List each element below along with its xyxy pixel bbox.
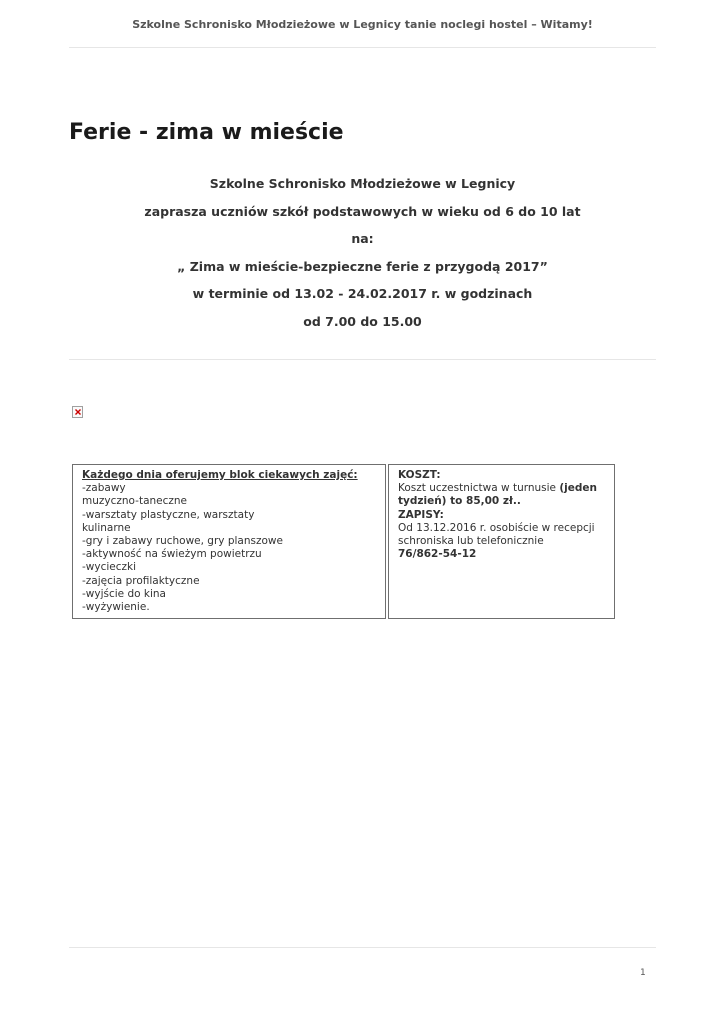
header-divider xyxy=(69,47,656,48)
cost-line xyxy=(398,482,605,495)
intro-line: w terminie od 13.02 - 24.02.2017 r. w godzinach xyxy=(192,286,533,301)
intro-line: zaprasza uczniów szkół podstawowych w wieku od 6 do 10 lat xyxy=(144,203,581,219)
cost-signup-cell xyxy=(388,464,615,619)
intro-line: Szkolne Schronisko Młodzieżowe w Legnicy xyxy=(209,176,516,191)
activity-item: muzyczno-taneczne xyxy=(82,495,188,508)
close-x-glyph xyxy=(75,409,81,415)
activity-item: -aktywność na świeżym powietrzu xyxy=(82,548,262,561)
intro-line: od 7.00 do 15.00 xyxy=(303,313,422,329)
activity-item: -wyżywienie. xyxy=(82,601,150,614)
page-header-title: Szkolne Schronisko Młodzieżowe w Legnicy tanie noclegi hostel – Witamy! xyxy=(132,18,593,31)
intro-line: „ Zima w mieście-bezpieczne ferie z przygodą 2017” xyxy=(177,258,548,274)
activities-cell xyxy=(72,464,386,619)
activity-item: -warsztaty plastyczne, warsztaty xyxy=(82,508,255,521)
cost-text: Koszt uczestnictwa w turnusie xyxy=(398,482,560,495)
cost-heading: KOSZT: xyxy=(398,469,441,481)
article-intro xyxy=(69,172,656,337)
content-divider xyxy=(69,359,656,360)
activity-item: kulinarne xyxy=(82,521,131,534)
signup-text: schroniska lub telefonicznie xyxy=(398,535,544,548)
activity-item: -wycieczki xyxy=(82,561,137,574)
activity-item: -zajęcia profilaktyczne xyxy=(82,574,200,587)
article-title: Ferie - zima w mieście xyxy=(69,120,344,145)
signup-text: Od 13.12.2016 r. osobiście w recepcji xyxy=(398,521,595,534)
broken-image-icon xyxy=(72,406,83,418)
cost-duration: (jeden xyxy=(559,482,597,495)
table-row xyxy=(72,464,615,619)
activity-item: -gry i zabawy ruchowe, gry planszowe xyxy=(82,535,283,548)
cost-price: tydzień) to 85,00 zł.. xyxy=(398,495,521,508)
page-number: 1 xyxy=(640,968,646,978)
info-table xyxy=(70,462,617,621)
activity-item: -wyjście do kina xyxy=(82,587,166,600)
activity-item: -zabawy xyxy=(82,482,126,495)
phone-number: 76/862-54-12 xyxy=(398,548,477,561)
intro-line: na: xyxy=(351,231,374,246)
signup-heading: ZAPISY: xyxy=(398,508,444,521)
footer-divider xyxy=(69,947,656,948)
activities-heading: Każdego dnia oferujemy blok ciekawych zajęć: xyxy=(82,469,358,481)
